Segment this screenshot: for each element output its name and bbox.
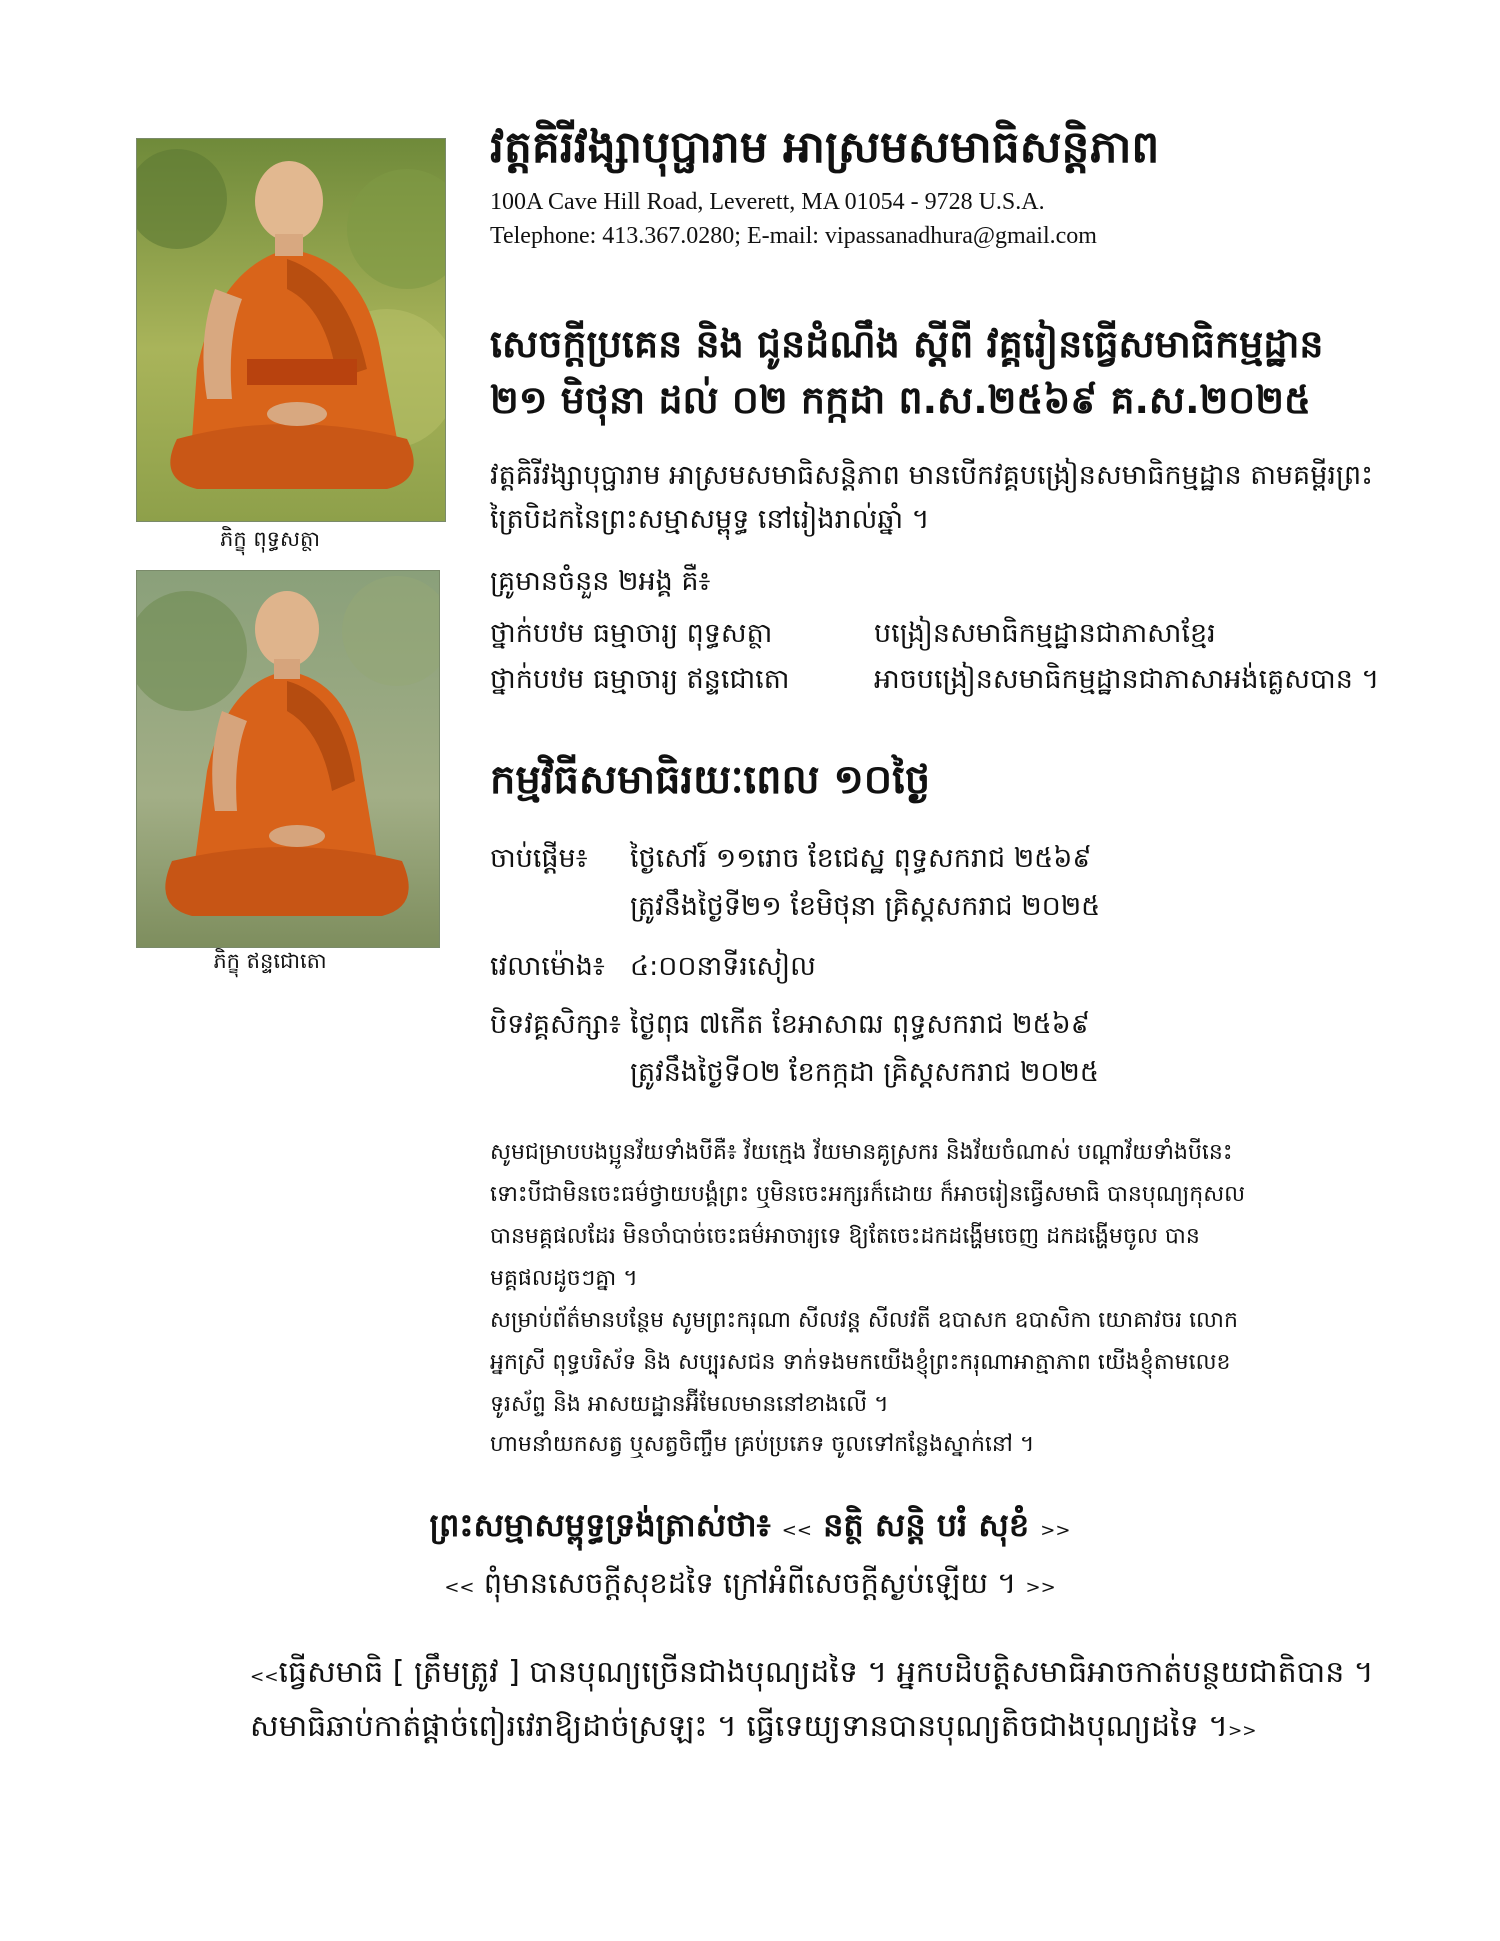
announcement-title	[490, 316, 1470, 428]
quote-open-mark: <<	[444, 1577, 475, 1598]
organization-title: វត្តគិរីវង្សាបុប្ផារាម អាស្រមសមាធិសន្តិភាព	[490, 122, 1160, 173]
quote-translation: ពុំមានសេចក្តីសុខដទៃ ក្រៅអំពីសេចក្តីស្ងប់ឡើយ ។	[483, 1566, 1017, 1600]
buddha-quote	[0, 1500, 1500, 1556]
teacher-name: ថ្នាក់បឋម ធម្មាចារ្យ ឥន្ទជោតោ	[490, 664, 790, 695]
schedule-close-value: ថ្ងៃពុធ ៧កើត ខែអាសាឍ ពុទ្ធសករាជ ២៥៦៩	[630, 1009, 1090, 1040]
teachers-label: គ្រូមានចំនួន ២អង្គ គឺ៖	[490, 566, 711, 597]
teacher-row	[490, 658, 1470, 702]
contact-info: Telephone: 413.367.0280; E-mail: vipassanadhura@gmail.com	[490, 223, 1097, 249]
monk-photo-2	[136, 570, 440, 948]
closing-line-1	[250, 1648, 1450, 1702]
closing-open-mark: <<	[250, 1667, 279, 1687]
schedule-start-value: ថ្ងៃសៅរ៍ ១១រោច ខែជេស្ឋ ពុទ្ធសករាជ ២៥៦៩	[630, 843, 1092, 874]
schedule-time	[490, 946, 1470, 988]
quote-translation-line	[0, 1560, 1500, 1611]
teacher-row	[490, 612, 1470, 656]
closing-text-2: សមាធិឆាប់កាត់ផ្តាច់ពៀរវេរាឱ្យដាច់ស្រឡះ ។ ធ្វើទេយ្យទានបានបុណ្យតិចជាងបុណ្យដទៃ ។	[250, 1709, 1228, 1744]
schedule-start	[490, 838, 1470, 880]
photo-caption: ភិក្ខុ ឥន្ទជោតោ	[213, 949, 327, 973]
schedule-time-label: វេលាម៉ោង៖	[490, 951, 605, 982]
schedule-close	[490, 1004, 1470, 1046]
teacher-name: ថ្នាក់បឋម ធម្មាចារ្យ ពុទ្ធសត្ថា	[490, 618, 773, 649]
quote-close-mark: >>	[1025, 1577, 1056, 1598]
quote-close-mark: >>	[1040, 1520, 1071, 1541]
schedule-start-label: ចាប់ផ្តើម៖	[490, 843, 588, 874]
schedule-close-value-2: ត្រូវនឹងថ្ងៃទី០២ ខែកក្កដា គ្រិស្តសករាជ ២០២៥	[630, 1057, 1099, 1088]
teacher-role: បង្រៀនសមាធិកម្មដ្ឋានជាភាសាខ្មែរ	[874, 618, 1216, 649]
notice-paragraph: សម្រាប់ព័ត៌មានបន្ថែម សូមព្រះករុណា សីលវន្ត សីលវតី ឧបាសក ឧបាសិកា យោគាវចរ លោក អ្នកស្រី ពុទ្ធបរិស័ទ និង សប្បុរសជន ទាក់ទងមកយើងខ្ញុំព្រះករុណាអាត្មាភាព យើងខ្ញុំតាមលេខទូរស័ព្ទ និង អាសយដ្ឋានអ៊ីមែលមាននៅខាងលើ ។	[490, 1308, 1238, 1417]
teacher-role: អាចបង្រៀនសមាធិកម្មដ្ឋានជាភាសាអង់គ្លេសបាន ។	[874, 664, 1380, 695]
closing-close-mark: >>	[1227, 1721, 1257, 1741]
quote-open-mark: <<	[781, 1520, 812, 1541]
quote-pali: នត្ថិ សន្តិ បរំ សុខំ	[823, 1506, 1030, 1544]
announcement-title-line-2: ២១ មិថុនា ដល់ ០២ កក្កដា ព.ស.២៥៦៩ គ.ស.២០២៥	[490, 378, 1311, 422]
schedule-start-value-2: ត្រូវនឹងថ្ងៃទី២១ ខែមិថុនា គ្រិស្តសករាជ ២០២៥	[630, 891, 1101, 922]
program-title: កម្មវិធីសមាធិរយៈពេល ១០ថ្ងៃ	[490, 757, 931, 803]
quote-lead: ព្រះសម្មាសម្ពុទ្ធទ្រង់ត្រាស់ថា៖	[429, 1506, 771, 1544]
photo-caption: ភិក្ខុ ពុទ្ធសត្ថា	[220, 527, 320, 551]
seated-monk-image	[137, 571, 439, 947]
announcement-title-line-1: សេចក្តីប្រគេន និង ជូនដំណឹង ស្តីពី វគ្គរៀនធ្វើសមាធិកម្មដ្ឋាន	[490, 322, 1324, 366]
intro-paragraph: វត្តគិរីវង្សាបុប្ផារាម អាស្រមសមាធិសន្តិភាព មានបើកវគ្គបង្រៀនសមាធិកម្មដ្ឋាន តាមគម្ពីរព្រះត្រៃបិដកនៃព្រះសម្មាសម្ពុទ្ធ នៅរៀងរាល់ឆ្នាំ ។	[490, 460, 1373, 535]
monk-photo-1	[136, 138, 446, 522]
closing-text-1: ធ្វើសមាធិ [ ត្រឹមត្រូវ ] បានបុណ្យច្រើនជាងបុណ្យដទៃ ។ អ្នកបដិបត្តិសមាធិអាចកាត់បន្ថយជាតិបាន ។	[278, 1655, 1374, 1690]
schedule-close-label: បិទវគ្គសិក្សា៖	[490, 1009, 621, 1040]
notice-paragraph: ហាមនាំយកសត្វ ឬសត្វចិញ្ចឹម គ្រប់ប្រភេទ ចូលទៅកន្លែងស្នាក់នៅ ។	[490, 1432, 1035, 1457]
closing-line-2	[250, 1702, 1450, 1756]
schedule-time-value: ៤:០០នាទីរសៀល	[630, 951, 816, 982]
address: 100A Cave Hill Road, Leverett, MA 01054 - 9728 U.S.A.	[490, 189, 1045, 215]
seated-monk-image	[137, 139, 445, 521]
notice-paragraph: សូមជម្រាបបងប្អូនវ័យទាំងបីគឺ៖ វ័យក្មេង វ័យមានគូស្រករ និងវ័យចំណាស់ បណ្តាវ័យទាំងបីនេះ ទោះបីជាមិនចេះធម៌ថ្វាយបង្គំព្រះ ឬមិនចេះអក្សរក៏ដោយ ក៏អាចរៀនធ្វើសមាធិ បានបុណ្យកុសល បានមគ្គផលដែរ មិនចាំបាច់ចេះធម៌អាចារ្យទេ ឱ្យតែចេះដកដង្ហើមចេញ ដកដង្ហើមចូល បានមគ្គផលដូចៗគ្នា ។	[490, 1140, 1246, 1291]
